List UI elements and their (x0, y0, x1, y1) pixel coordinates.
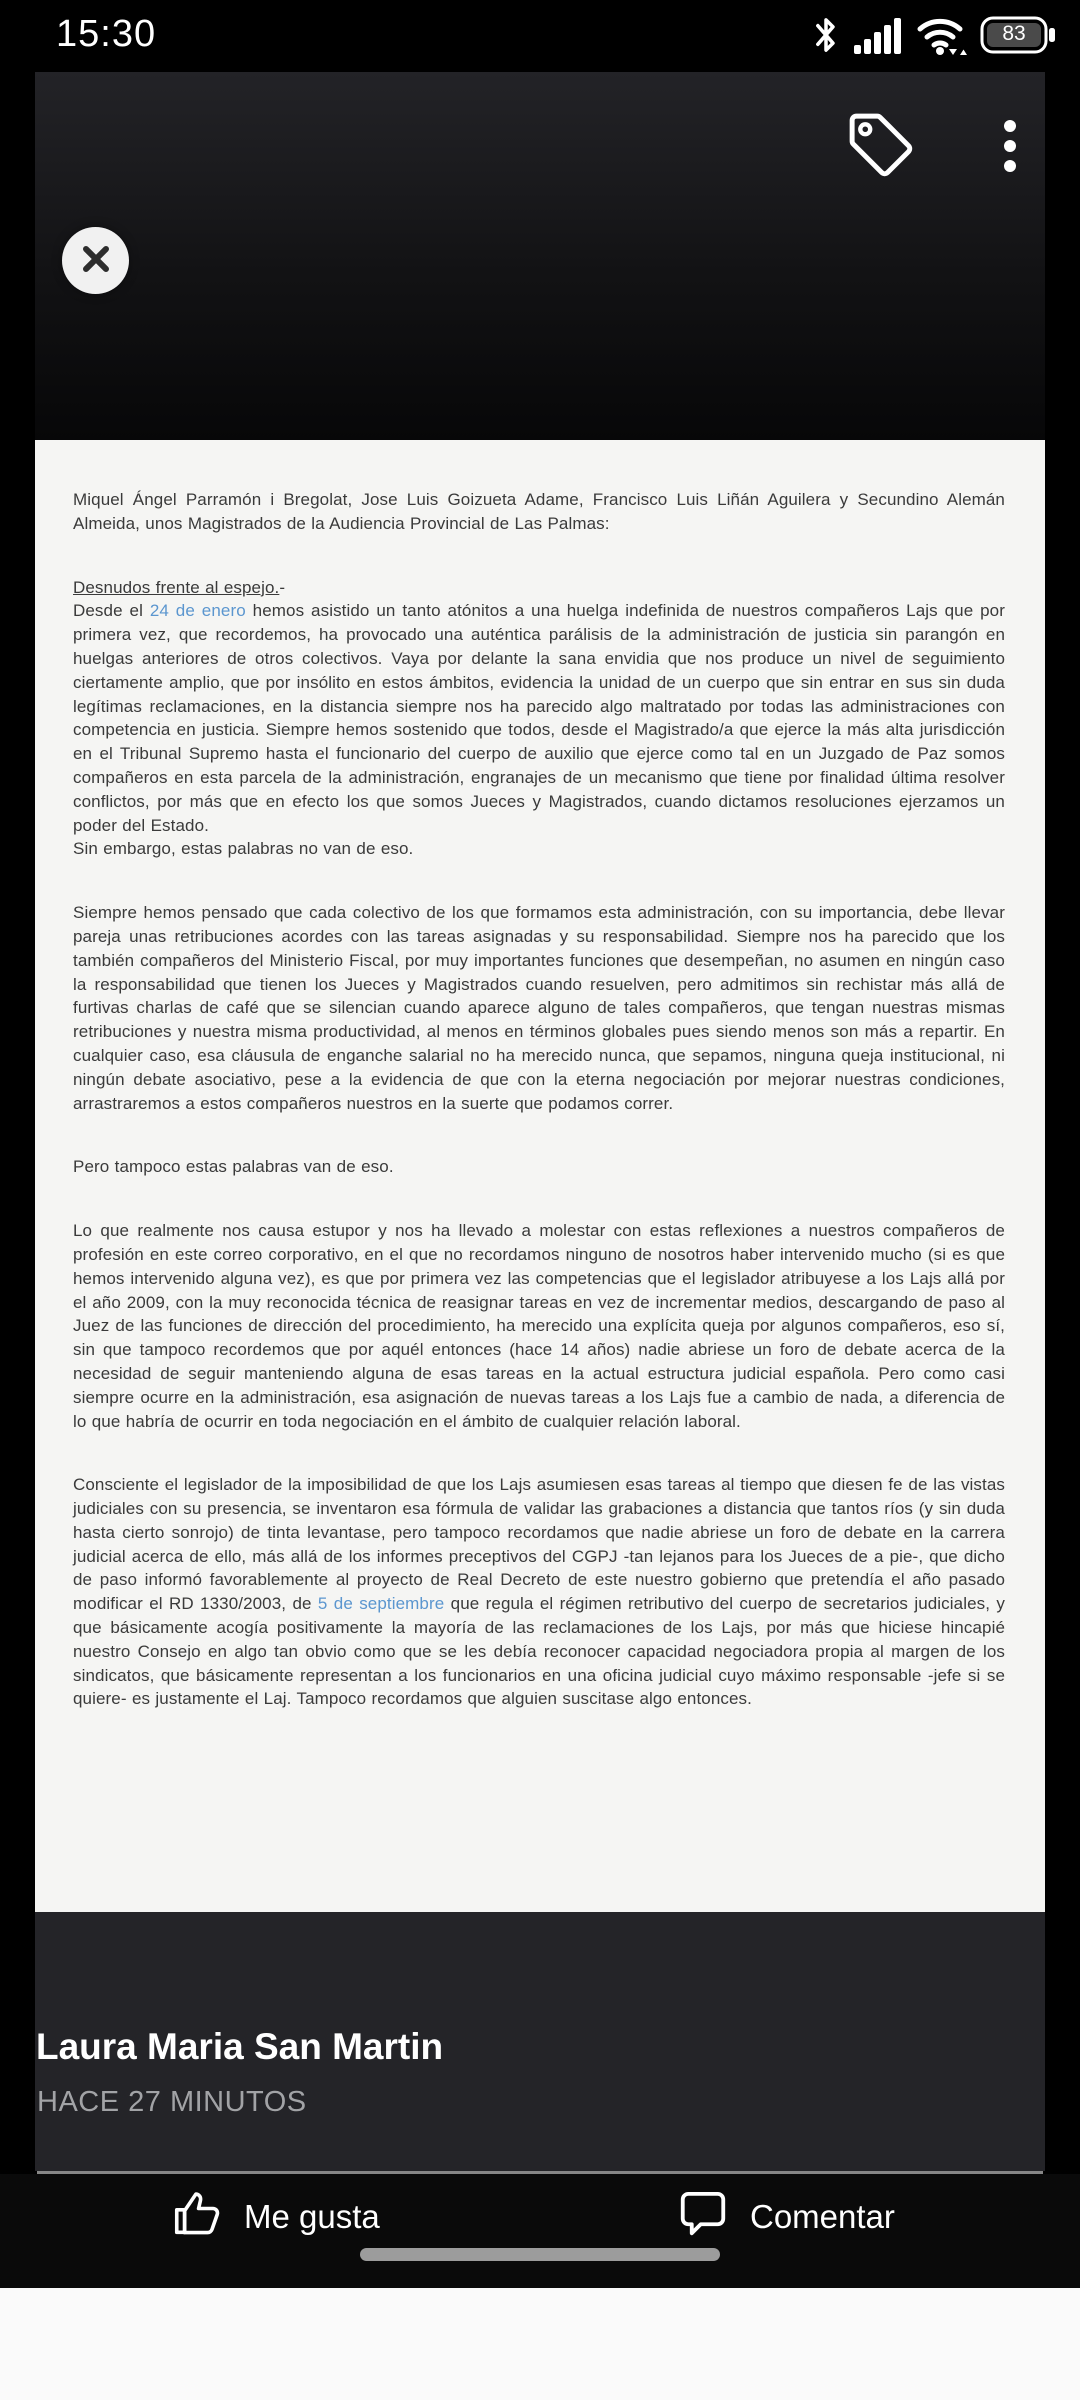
wifi-icon (916, 13, 968, 62)
document-text: Desnudos frente al espejo. (73, 577, 280, 597)
comment-label: Comentar (750, 2198, 895, 2235)
document-page (35, 440, 1045, 1912)
tag-button[interactable] (846, 108, 916, 182)
comment-button[interactable] (676, 2186, 895, 2248)
action-bar (0, 2174, 1080, 2288)
action-bar-divider (37, 2171, 1043, 2174)
thumbs-up-icon (170, 2186, 224, 2248)
body-paragraph-4 (73, 1155, 1005, 1179)
like-label: Me gusta (244, 2198, 380, 2235)
document-text: Pero tampoco estas palabras van de eso. (73, 1157, 394, 1177)
body-paragraph-2 (73, 837, 1005, 861)
body-paragraph-5 (73, 1219, 1005, 1433)
tag-icon (846, 170, 916, 185)
document-link[interactable]: 24 de enero (149, 601, 246, 621)
document-heading (73, 576, 1005, 600)
document-text: - (279, 577, 286, 597)
body-paragraph-3 (73, 901, 1005, 1115)
document-text: hemos asistido un tanto atónitos a una huelga indefinida de nuestros compañeros Lajs que por primera vez, que recordemos, ha provocado una auténtica parálisis de la administración de justicia sin parangón en huelgas anteriores de otros colectivos. Vaya por delante la sana envidia que nos produce un nivel de seguimiento ciertamente amplio, que por insólito en estos ámbitos, evidencia la unidad de un cuerpo que sin entrar en sus sin duda legítimas reclamaciones, en la distancia siempre nos ha parecido algo maltratado por todas las administraciones con competencia en justicia. Siempre hemos sostenido que todos, desde el Magistrado/a que ejerce la más alta jurisdicción en el Tribunal Supremo hasta el funcionario del cuerpo de auxilio que ejerce como tal en un Juzgado de Paz somos compañeros en esta parcela de la administración, engranajes de un mecanismo que tiene por finalidad última resolver conflictos, por más que en efecto los que somos Jueces y Magistrados, cuando dictamos resoluciones ejerzamos un poder del Estado. (73, 601, 1006, 835)
home-indicator[interactable] (360, 2248, 720, 2261)
document-text: Sin embargo, estas palabras no van de eso. (73, 839, 414, 859)
like-button[interactable] (170, 2186, 380, 2248)
post-timestamp: HACE 27 MINUTOS (37, 2086, 307, 2118)
signatories-paragraph (73, 488, 1005, 536)
close-button[interactable] (62, 227, 129, 294)
clock: 15:30 (56, 13, 157, 55)
signal-strength-icon (852, 13, 904, 62)
document-text: Siempre hemos pensado que cada colectivo de los que formamos esta administración, con su importancia, debe llevar pareja unas retribuciones acordes con las tareas asignadas y su responsabilidad. Siempre nos ha parecido que los también compañeros del Ministerio Fiscal, por muy importantes funciones que desempeñan, no asumen en ningún caso la responsabilidad que tienen los Jueces y Magistrados cuando resuelven, pero admitimos sin rechistar más allá de furtivas charlas de café que se silencian cuando aparece alguno de tales compañeros, que tengan nuestras mismas retribuciones y nuestra misma productividad, al menos en términos globales pues siendo menos son más a repartir. En cualquier caso, esa cláusula de enganche salarial no ha merecido nunca, que sepamos, ninguna queja institucional, ni ningún debate asociativo, pese a la evidencia de que con la eterna negociación por mejorar nuestras condiciones, arrastraremos a estos compañeros nuestros en la suerte que podamos correr. (73, 903, 1005, 1113)
more-vertical-icon (988, 120, 1032, 172)
document-link[interactable]: 5 de septiembre (317, 1594, 445, 1614)
comment-bubble-icon (676, 2186, 730, 2248)
bluetooth-icon (812, 13, 840, 62)
close-icon (79, 242, 113, 279)
status-bar (0, 0, 1080, 72)
document-text: que regula el régimen retributivo del cuerpo de secretarios judiciales, y que básicamente acogía positivamente la mayoría de las reclamaciones de los Lajs, por más que hiciese hincapié nuestro Consejo en algo tan obvio como que se les debía reconocer capacidad negociadora propia al margen de los sindicatos, que básicamente representan a los funcionarios en una oficina judicial cuyo máximo responsable -jefe si se quiere- es justamente el Laj. Tampoco recordamos que alguien suscitase algo entonces. (73, 1594, 1005, 1709)
status-icons (812, 14, 1058, 60)
battery-icon (980, 15, 1058, 60)
document-text: Desde el (73, 601, 150, 621)
photo-viewer[interactable] (35, 72, 1045, 2171)
document-text: Consciente el legislador de la imposibilidad de que los Lajs asumiesen esas tareas al tiempo que diesen fe de las vistas judiciales con su presencia, se inventaron esa fórmula de validar las grabaciones a distancia que tantos ríos (y sin duda hasta cierto sonrojo) de tinta levantase, pero tampoco recordamos que nadie abriese un foro de debate en la carrera judicial acerca de ello, más allá de los informes preceptivos del CGPJ -tan lejanos para los Jueces de a pie-, que dicho de paso informó favorablemente al proyecto de Real Decreto de este nuestro gobierno que pretendía el año pasado modificar el RD 1330/2003, de (73, 1475, 1005, 1614)
more-options-button[interactable] (988, 106, 1032, 186)
author-name: Laura Maria San Martin (36, 2026, 444, 2067)
body-paragraph-6 (73, 1473, 1005, 1711)
document-text: Miquel Ángel Parramón i Bregolat, Jose Luis Goizueta Adame, Francisco Luis Liñán Aguilera y Secundino Alemán Almeida, unos Magistrados de la Audiencia Provincial de Las Palmas: (73, 490, 1005, 533)
navigation-bar (0, 2288, 1080, 2400)
body-paragraph-1 (73, 599, 1005, 837)
document-text: Lo que realmente nos causa estupor y nos ha llevado a molestar con estas reflexiones a nuestros compañeros de profesión en este correo corporativo, en el que no recordamos ninguno de nosotros haber intervenido mucho (si es que hemos intervenido alguna vez), es que por primera vez las competencias que el legislador atribuyese a los Lajs allá por el año 2009, con la muy reconocida técnica de reasignar tareas en vez de incrementar medios, descargando de paso al Juez de las funciones de dirección del procedimiento, ha merecido una explícita queja por algunos compañeros, eso sí, sin que tampoco recordemos que por aquél entonces (hace 14 años) nadie abriese un foro de debate acerca de la necesidad de seguir manteniendo alguna de esas tareas en la actual estructura judicial española. Pero como casi siempre ocurre en la administración, esa asignación de nuevas tareas a los Lajs fue a cambio de nada, a diferencia de lo que habría de ocurrir en toda negociación en el ámbito de cualquier relación laboral. (73, 1221, 1005, 1431)
battery-percent: 83 (1002, 21, 1026, 45)
